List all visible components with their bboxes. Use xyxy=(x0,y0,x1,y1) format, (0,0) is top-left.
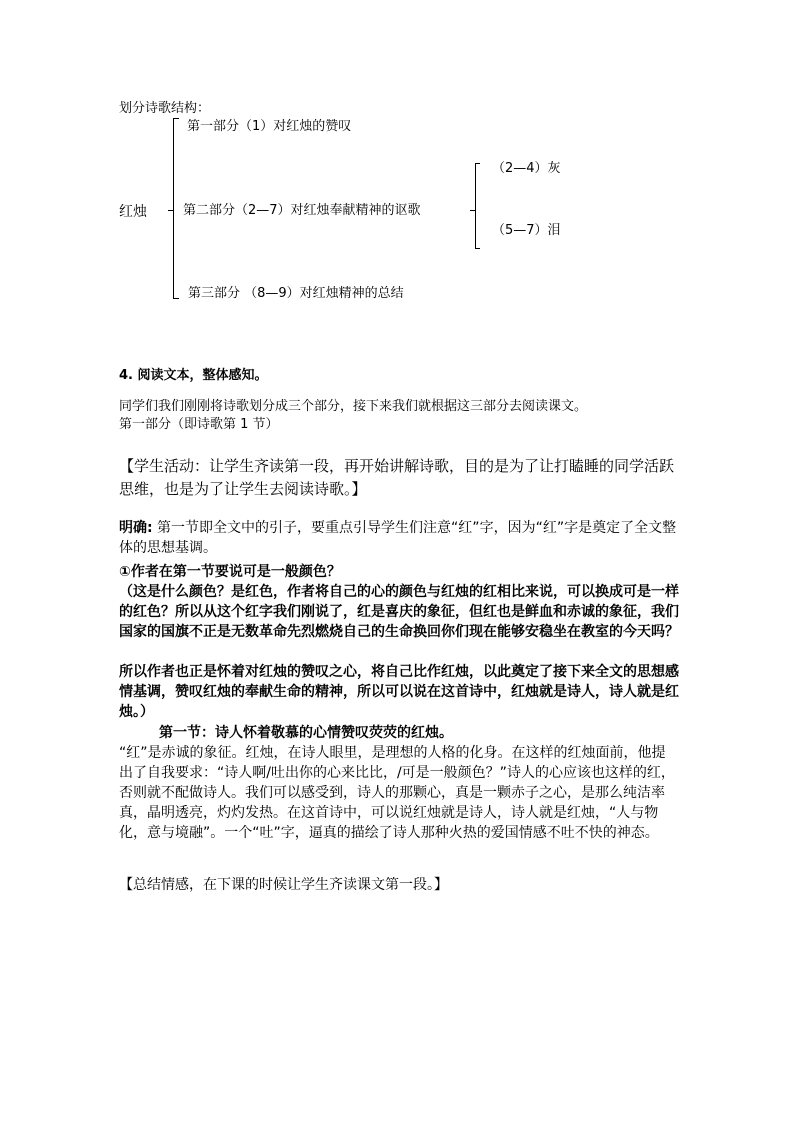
guiding-question: ①作者在第一节要说可是一般颜色？ xyxy=(119,564,341,580)
main-bracket-vertical xyxy=(173,118,174,299)
sub-bracket-bottom-tick xyxy=(475,248,480,249)
summary-note: 【总结情感，在下课的时候让学生齐读课文第一段。】 xyxy=(119,877,448,893)
structure-subpart-1: （2—4）灰 xyxy=(492,161,561,176)
sub-bracket-vertical xyxy=(475,163,476,249)
answer-paragraph-2: 所以作者也正是怀着对红烛的赞叹之心，将自己比作红烛，以此奠定了接下来全文的思想感情基调，赞叹红烛的奉献生命的精神，所以可以说在这首诗中，红烛就是诗人，诗人就是红烛。） xyxy=(119,664,679,720)
section-one-title: 第一节：诗人怀着敬慕的心情赞叹荧荧的红烛。 xyxy=(159,725,453,741)
structure-root-label: 红烛 xyxy=(119,204,147,220)
clarify-text: 第一节即全文中的引子，要重点引导学生们注意“红”字，因为“红”字是奠定了全文整体的思想基调。 xyxy=(119,520,677,556)
clarify-paragraph xyxy=(119,518,679,558)
clarify-label: 明确: xyxy=(119,520,153,536)
structure-part-2: 第二部分（2—7）对红烛奉献精神的讴歌 xyxy=(183,203,421,218)
sub-bracket-top-tick xyxy=(475,163,480,164)
part-one-label: 第一部分（即诗歌第 1 节） xyxy=(119,417,279,432)
structure-heading: 划分诗歌结构： xyxy=(119,101,211,116)
intro-paragraph: 同学们我们刚刚将诗歌划分成三个部分，接下来我们就根据这三部分去阅读课文。 xyxy=(119,399,588,414)
answer-paragraph-1: （这是什么颜色？是红色，作者将自己的心的颜色与红烛的红相比来说，可以换成可是一样的红色？所以从这个红字我们刚说了，红是喜庆的象征，但红也是鲜血和赤诚的象征，我们国家的国旗不正是无数革命先烈燃烧自己的生命换回你们现在能够安稳坐在教室的今天吗？ xyxy=(119,584,679,640)
analysis-paragraph: “红”是赤诚的象征。红烛，在诗人眼里，是理想的人格的化身。在这样的红烛面前，他提出了自我要求：“诗人啊/吐出你的心来比比，/可是一般颜色？”诗人的心应该也这样的红，否则就不配做诗人。我们可以感受到，诗人的那颗心，真是一颗赤子之心，是那么纯洁率真，晶明透亮，灼灼发热。在这首诗中，可以说红烛就是诗人，诗人就是红烛，“人与物化，意与境融”。一个“吐”字，逼真的描绘了诗人那种火热的爱国情感不吐不快的神态。 xyxy=(119,745,675,841)
structure-part-1: 第一部分（1）对红烛的赞叹 xyxy=(187,119,352,134)
structure-subpart-2: （5—7）泪 xyxy=(492,223,561,238)
student-activity-note: 【学生活动：让学生齐读第一段，再开始讲解诗歌，目的是为了让打瞌睡的同学活跃思维，也是为了让学生去阅读诗歌。】 xyxy=(119,457,675,498)
main-bracket-top-tick xyxy=(173,118,179,119)
section-heading: 4. 阅读文本，整体感知。 xyxy=(119,368,268,383)
structure-part-3: 第三部分 （8—9）对红烛精神的总结 xyxy=(188,286,404,301)
sub-bracket-mid-tick xyxy=(470,210,475,211)
main-bracket-mid-tick xyxy=(168,210,173,211)
main-bracket-bottom-tick xyxy=(173,298,179,299)
